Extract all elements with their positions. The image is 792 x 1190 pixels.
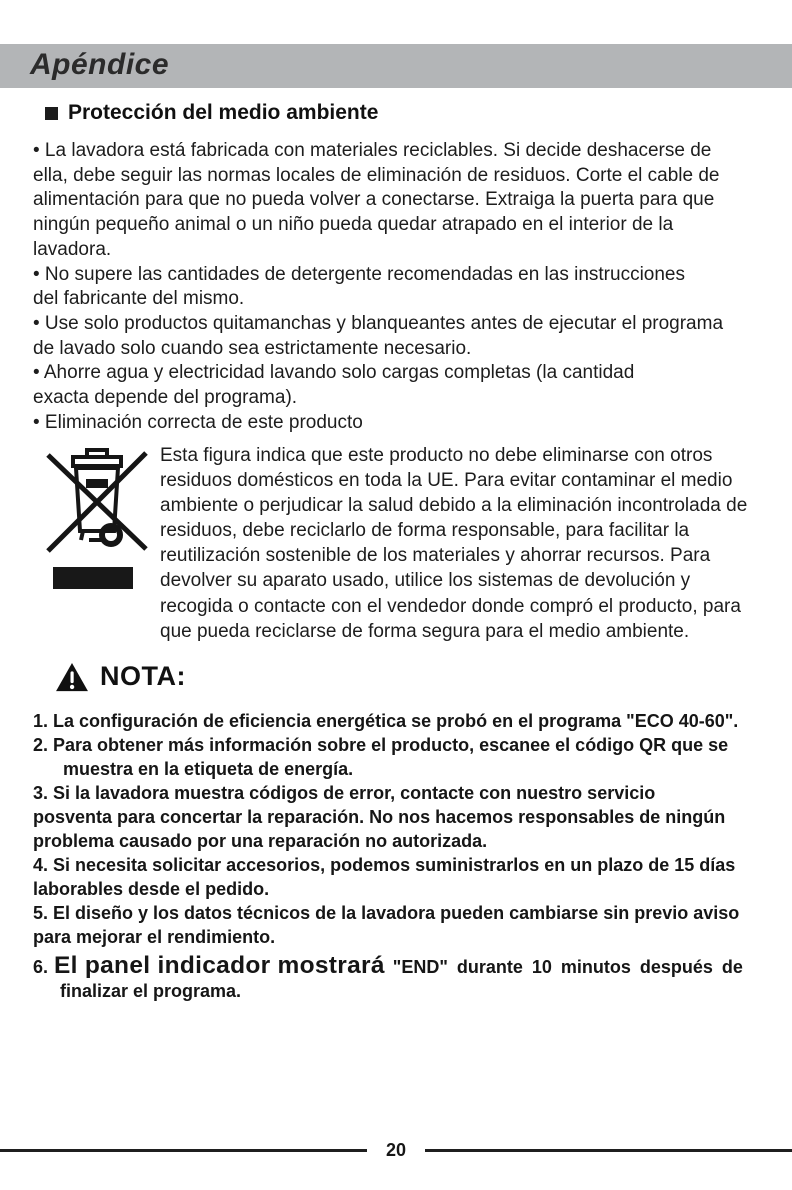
weee-date-bar: [53, 567, 133, 589]
weee-crossed-out-wheeled-bin-icon: [45, 443, 149, 555]
bullet-paragraph-detergent: • No supere las cantidades de detergente recomendadas en las instrucciones del fabricante del mismo.: [33, 263, 685, 310]
note-item-5: 5. El diseño y los datos técnicos de la lavadora pueden cambiarse sin previo aviso para mejorar el rendimiento.: [33, 903, 740, 947]
weee-paragraph: Esta figura indica que este producto no debe eliminarse con otros residuos domésticos en toda la UE. Para evitar contaminar el medio ambiente o perjudicar la salud debido a la eliminación incontrolada de residuos, debe reciclarlo de forma responsable, para facilitar la reutilización sostenible de los materiales y ahorrar recursos. Para devolver su aparato usado, utilice los sistemas de devolución y recogida o contacte con el vendedor donde compró el producto, para que pueda reciclarse de forma segura para el medio ambiente.: [160, 445, 748, 642]
bullet-paragraph-save-water: • Ahorre agua y electricidad lavando solo cargas completas (la cantidad exacta depende del programa).: [33, 362, 635, 409]
note-item-3: 3. Si la lavadora muestra códigos de error, contacte con nuestro servicio posventa para concertar la reparación. No nos hacemos responsables de ningún problema causado por una reparación no autorizada.: [33, 783, 726, 851]
bullet-paragraph-disposal: • Eliminación correcta de este producto: [33, 411, 363, 433]
note-item-2: 2. Para obtener más información sobre el producto, escanee el código QR que se muestra en la etiqueta de energía.: [33, 735, 729, 779]
section-heading-environment: [45, 101, 378, 125]
note-item-6-number: 6.: [33, 957, 49, 977]
bullet-paragraph-recyclable: • La lavadora está fabricada con materiales reciclables. Si decide deshacerse de ella, debe seguir las normas locales de eliminación de residuos. Corte el cable de alimentación para que no pueda volver a conectarse. Extraiga la puerta para que ningún pequeño animal o un niño pueda quedar atrapado en el interior de la lavadora.: [33, 140, 720, 260]
page-footer: [0, 1140, 792, 1161]
appendix-header-bar: [0, 44, 792, 88]
note-heading: [55, 661, 186, 692]
bullet-paragraphs: [33, 139, 778, 435]
footer-rule-left: [0, 1149, 367, 1152]
note-list: [33, 709, 781, 1003]
warning-triangle-icon: [55, 662, 89, 692]
weee-icon-column: [45, 443, 160, 644]
note-item-4: 4. Si necesita solicitar accesorios, podemos suministrarlos en un plazo de 15 días laborables desde el pedido.: [33, 855, 736, 899]
bullet-paragraph-stain-removers: • Use solo productos quitamanchas y blanqueantes antes de ejecutar el programa de lavado solo cuando sea estrictamente necesario.: [33, 312, 724, 359]
note-item-6-rest: "END" durante 10 minutos después de: [392, 957, 743, 977]
weee-disposal-block: [45, 443, 747, 644]
note-label: NOTA:: [100, 661, 186, 691]
note-item-6-line2: finalizar el programa.: [60, 981, 242, 1001]
section-heading-label: Protección del medio ambiente: [68, 101, 379, 124]
note-item-6: [33, 954, 781, 1003]
note-item-1: 1. La configuración de eficiencia energética se probó en el programa "ECO 40-60".: [33, 711, 739, 731]
page-number: 20: [385, 1140, 407, 1160]
note-item-6-line1: [33, 954, 781, 979]
page-title: Apéndice: [30, 48, 170, 81]
note-item-6-emphasis: El panel indicador mostrará: [54, 952, 385, 979]
footer-rule-right: [425, 1149, 792, 1152]
square-bullet-icon: [45, 107, 58, 120]
